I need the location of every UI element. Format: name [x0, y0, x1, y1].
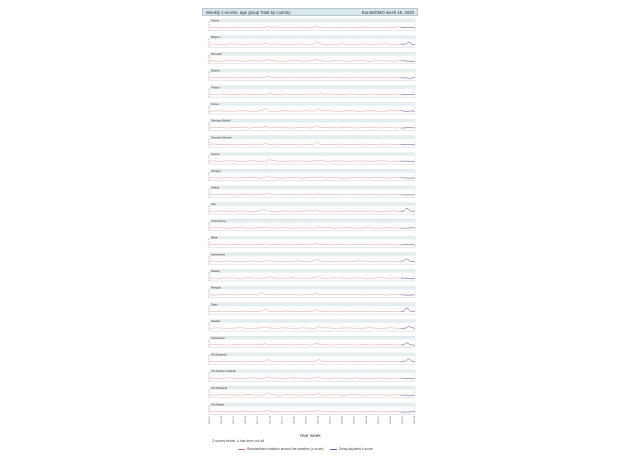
panel-strip [210, 270, 415, 273]
panel-country-label: Austria [211, 19, 220, 23]
panel-y-tick: 2 [208, 41, 210, 44]
panel-y-tick: -2 [207, 46, 210, 49]
panel-y-tick: 0 [208, 160, 210, 163]
panel-strip [210, 203, 415, 206]
x-tick-label: 2018-40 [341, 416, 344, 425]
legend-swatch-zscore [238, 449, 245, 450]
panel-y-tick: 2 [208, 308, 210, 311]
legend-label-zscore: Standardised variation around the baseline (z-score) [247, 447, 324, 451]
panel-y-tick: -2 [207, 179, 210, 182]
panel-y-tick: 0 [208, 60, 210, 63]
panel-country-label: Sweden [211, 320, 221, 324]
x-tick-label: 2016-01 [209, 416, 211, 425]
panel-y-tick: 2 [208, 291, 210, 294]
panel-y-tick: 2 [208, 174, 210, 177]
panel-y-tick: 0 [208, 194, 210, 197]
legend-item-zscore [238, 447, 324, 451]
panel-y-tick: -2 [207, 330, 210, 333]
panel-country-label: UK (Wales) [211, 403, 225, 407]
panel-y-tick: 2 [208, 91, 210, 94]
x-tick-label: 2016-27 [233, 416, 236, 425]
panel-strip [210, 320, 415, 323]
panel-y-tick: 4 [208, 406, 210, 409]
panel-strip [210, 136, 415, 139]
panel-country-label: Portugal [211, 286, 221, 290]
panel-y-tick: 2 [208, 141, 210, 144]
x-tick-label: 2017-40 [293, 416, 296, 425]
panel-y-tick: -2 [207, 230, 210, 232]
x-tick-label: 2017-01 [257, 416, 260, 425]
panel-y-tick: -2 [207, 397, 210, 399]
panel-y-tick: 2 [208, 258, 210, 261]
panel-y-tick: 0 [208, 110, 210, 113]
panel-y-tick: 0 [208, 244, 210, 247]
panel-y-tick: 4 [208, 139, 210, 141]
panel-y-tick: -2 [207, 413, 210, 416]
panel-country-label: Norway [211, 270, 220, 273]
panel-strip [208, 19, 415, 25]
panel-y-tick: -2 [207, 346, 210, 349]
panel-y-tick: 0 [208, 361, 210, 364]
panel-y-tick: 2 [208, 225, 210, 227]
x-tick-label: 2018-27 [329, 416, 332, 425]
panel-y-tick: 0 [208, 411, 210, 414]
panel-country-label: Switzerland [211, 336, 225, 340]
panel-strip [210, 103, 415, 106]
x-tick-label: 2019-40 [389, 416, 392, 425]
x-tick-label: 2019-01 [353, 416, 356, 425]
panel-y-tick: 0 [208, 210, 210, 213]
panel-y-tick: 4 [208, 72, 210, 75]
panel-y-tick: 0 [208, 27, 210, 30]
panel-country-label: Germany (Berlin) [211, 119, 231, 123]
panel-y-tick: 2 [208, 191, 210, 194]
panel-y-tick: 4 [208, 88, 210, 91]
panel-country-label: Malta [211, 236, 218, 240]
panel-y-tick: 0 [208, 77, 210, 80]
panel-y-tick: 2 [208, 275, 210, 278]
panel-y-tick: -2 [207, 29, 210, 32]
panel-y-tick: 2 [208, 408, 210, 411]
panel-y-tick: 2 [208, 24, 210, 27]
panel-strip [210, 219, 415, 222]
panel-y-tick: 2 [208, 158, 210, 161]
panel-strip [210, 386, 415, 389]
panel-y-tick: 4 [208, 289, 210, 292]
legend-swatch-delay-adjusted [330, 449, 337, 450]
panel-y-tick: 0 [208, 377, 210, 380]
x-tick-label: 2017-14 [269, 416, 272, 425]
panel-y-tick: 0 [208, 177, 210, 180]
panel-y-tick: 0 [208, 227, 210, 230]
x-tick-label: 2016-40 [245, 416, 248, 425]
panel-y-tick: 4 [208, 55, 210, 58]
panel-country-label: Greece [211, 153, 220, 157]
panel-strip [210, 253, 415, 256]
panel-country-label: UK (Northern Ireland) [211, 370, 236, 374]
panel-strip [208, 403, 415, 409]
panel-y-tick: -2 [207, 113, 210, 116]
panel-y-tick: -2 [207, 163, 210, 166]
panel-y-tick: 4 [208, 389, 210, 392]
panel-y-tick: -2 [207, 63, 210, 65]
panel-country-label: Finland [211, 86, 220, 90]
panel-y-tick: -2 [207, 146, 210, 149]
panel-strip [210, 86, 415, 89]
panel-y-tick: 0 [208, 327, 210, 330]
panel-y-tick: 4 [208, 322, 210, 325]
x-axis-label: Year week [299, 433, 321, 438]
figure [202, 8, 418, 454]
panel-y-tick: 2 [208, 241, 210, 244]
panel-y-tick: 4 [208, 105, 210, 108]
panel-y-tick: 4 [208, 172, 210, 175]
x-tick-label: 2020-01 [401, 416, 404, 425]
footnote: Z-scores below -4 has been cut off [212, 439, 264, 443]
panel-y-tick: 4 [208, 306, 210, 308]
panel-y-tick: 2 [208, 124, 210, 127]
panel-country-label: Estonia [211, 69, 220, 73]
x-tick-label: 2018-14 [317, 416, 320, 425]
panel-y-tick: 0 [208, 294, 210, 297]
legend-label-delay-adjusted: Delay-adjusted z-score [339, 447, 373, 451]
panel-country-label: Belgium [211, 36, 221, 40]
panel-y-tick: -2 [207, 313, 210, 316]
x-tick-label: 2019-14 [365, 416, 368, 425]
panel-strip [208, 286, 415, 292]
panel-y-tick: 0 [208, 127, 210, 130]
panel-y-tick: 2 [208, 375, 210, 378]
panel-y-tick: 0 [208, 311, 210, 313]
panel-strip [210, 153, 415, 156]
panel-y-tick: -2 [207, 129, 210, 132]
panels-svg [202, 8, 418, 454]
chart-title: Weekly z-scores, age group Total by country [206, 10, 291, 15]
panel-y-tick: 4 [208, 372, 210, 375]
panel-strip [208, 69, 415, 75]
x-tick-label: 2017-27 [281, 416, 284, 425]
panel-country-label: UK (Scotland) [211, 386, 228, 390]
panel-strip [208, 119, 415, 125]
panel-y-tick: 4 [208, 239, 210, 242]
panel-country-label: France [211, 103, 220, 106]
panel-y-tick: 4 [208, 22, 210, 25]
panel-y-tick: 2 [208, 108, 210, 111]
panel-country-label: Ireland [211, 186, 219, 190]
panel-strip [208, 336, 415, 342]
x-tick-label: 2016-14 [221, 416, 224, 425]
panel-y-tick: 0 [208, 277, 210, 280]
panel-y-tick: -2 [207, 363, 210, 366]
panel-y-tick: 0 [208, 93, 210, 96]
panel-y-tick: 4 [208, 189, 210, 192]
chart-subtitle: EuroMOMO week 15, 2020 [361, 10, 414, 15]
panel-strip [208, 353, 415, 359]
panel-y-tick: 0 [208, 43, 210, 46]
panel-y-tick: 4 [208, 38, 210, 41]
panel-country-label: Netherlands [211, 253, 225, 257]
panel-country-label: Germany (Hesse) [211, 136, 232, 140]
legend [202, 446, 418, 454]
panel-y-tick: 4 [208, 339, 210, 342]
panel-y-tick: 2 [208, 341, 210, 344]
panel-country-label: Denmark [211, 52, 222, 56]
panel-y-tick: -2 [207, 380, 210, 383]
panel-y-tick: -2 [207, 79, 210, 82]
panel-y-tick: -2 [207, 213, 210, 216]
panel-country-label: Italy [211, 203, 216, 207]
panel-strip [208, 169, 415, 175]
panel-y-tick: 2 [208, 58, 210, 60]
legend-item-delay-adjusted [330, 447, 373, 451]
panel-y-tick: 0 [208, 394, 210, 397]
panel-y-tick: -2 [207, 296, 210, 299]
panel-y-tick: 0 [208, 344, 210, 347]
panel-country-label: Hungary [211, 169, 221, 173]
panel-y-tick: 4 [208, 122, 210, 125]
panel-y-tick: -2 [207, 196, 210, 199]
panel-strip [210, 370, 415, 373]
panel-y-tick: -2 [207, 246, 210, 249]
panel-y-tick: 4 [208, 356, 210, 359]
panel-y-tick: -2 [207, 263, 210, 266]
panel-strip [208, 186, 415, 192]
panel-y-tick: 2 [208, 74, 210, 77]
panel-y-tick: 4 [208, 255, 210, 258]
panel-y-tick: -2 [207, 96, 210, 99]
panel-y-tick: 2 [208, 325, 210, 328]
panel-country-label: UK (England) [211, 353, 227, 357]
x-tick-label: 2019-27 [377, 416, 380, 425]
panel-y-tick: 4 [208, 272, 210, 275]
panel-strip [210, 52, 415, 55]
panel-y-tick: 0 [208, 144, 210, 146]
panel-y-tick: 2 [208, 208, 210, 211]
panel-y-tick: 4 [208, 222, 210, 225]
panel-y-tick: -2 [207, 280, 210, 283]
panel-country-label: Luxembourg [211, 219, 226, 223]
panel-country-label: Spain [211, 303, 218, 307]
x-tick-label: 2020-14 [414, 416, 416, 425]
panel-y-tick: 2 [208, 358, 210, 361]
panel-y-tick: 0 [208, 260, 210, 263]
panel-strip [210, 303, 415, 306]
x-tick-label: 2018-01 [305, 416, 308, 425]
panel-y-tick: 2 [208, 392, 210, 394]
panel-strip [208, 236, 415, 242]
panel-strip [210, 36, 415, 39]
panel-y-tick: 4 [208, 205, 210, 208]
panel-y-tick: 4 [208, 155, 210, 158]
